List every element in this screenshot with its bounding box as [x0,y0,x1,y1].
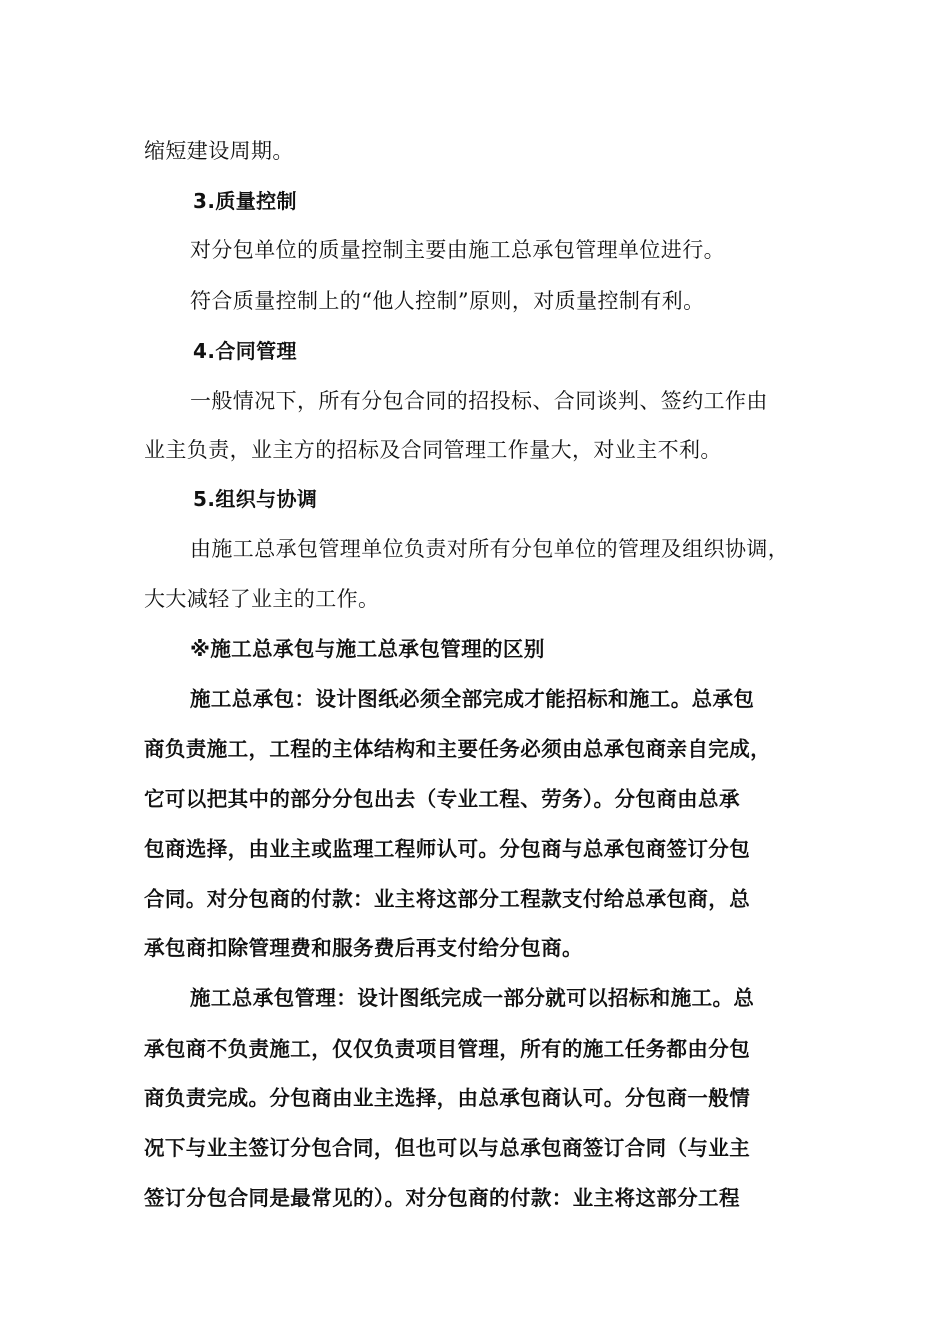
paragraph-line: 一般情况下，所有分包合同的招投标、合同谈判、签约工作由 [190,389,768,413]
paragraph-line: 大大减轻了业主的工作。 [144,587,380,611]
paragraph-line: 符合质量控制上的“他人控制”原则，对质量控制有利。 [190,289,705,313]
section-heading-organization-coordination: 5.组织与协调 [193,487,318,511]
section-heading-quality-control: 3.质量控制 [193,189,297,213]
paragraph-line: 承包商不负责施工，仅仅负责项目管理，所有的施工任务都由分包 [144,1037,751,1061]
paragraph-line: 由施工总承包管理单位负责对所有分包单位的管理及组织协调， [190,537,790,561]
paragraph-line: 对分包单位的质量控制主要由施工总承包管理单位进行。 [190,238,725,262]
paragraph-line: 包商选择，由业主或监理工程师认可。分包商与总承包商签订分包 [144,837,751,861]
comparison-heading: ※施工总承包与施工总承包管理的区别 [190,637,545,661]
paragraph-line: 它可以把其中的部分分包出去（专业工程、劳务）。分包商由总承 [144,787,740,811]
paragraph-line: 商负责完成。分包商由业主选择，由总承包商认可。分包商一般情 [144,1086,751,1110]
paragraph-line: 施工总承包管理：设计图纸完成一部分就可以招标和施工。总 [190,986,755,1010]
paragraph-line: 承包商扣除管理费和服务费后再支付给分包商。 [144,936,583,960]
paragraph-line: 缩短建设周期。 [144,139,294,163]
paragraph-line: 业主负责，业主方的招标及合同管理工作量大，对业主不利。 [144,438,722,462]
paragraph-line: 况下与业主签订分包合同，但也可以与总承包商签订合同（与业主 [144,1136,751,1160]
paragraph-line: 签订分包合同是最常见的）。对分包商的付款：业主将这部分工程 [144,1186,740,1210]
paragraph-line: 合同。对分包商的付款：业主将这部分工程款支付给总承包商，总 [144,887,751,911]
paragraph-line: 施工总承包：设计图纸必须全部完成才能招标和施工。总承包 [190,687,755,711]
section-heading-contract-management: 4.合同管理 [193,339,297,363]
paragraph-line: 商负责施工，工程的主体结构和主要任务必须由总承包商亲自完成， [144,737,771,761]
